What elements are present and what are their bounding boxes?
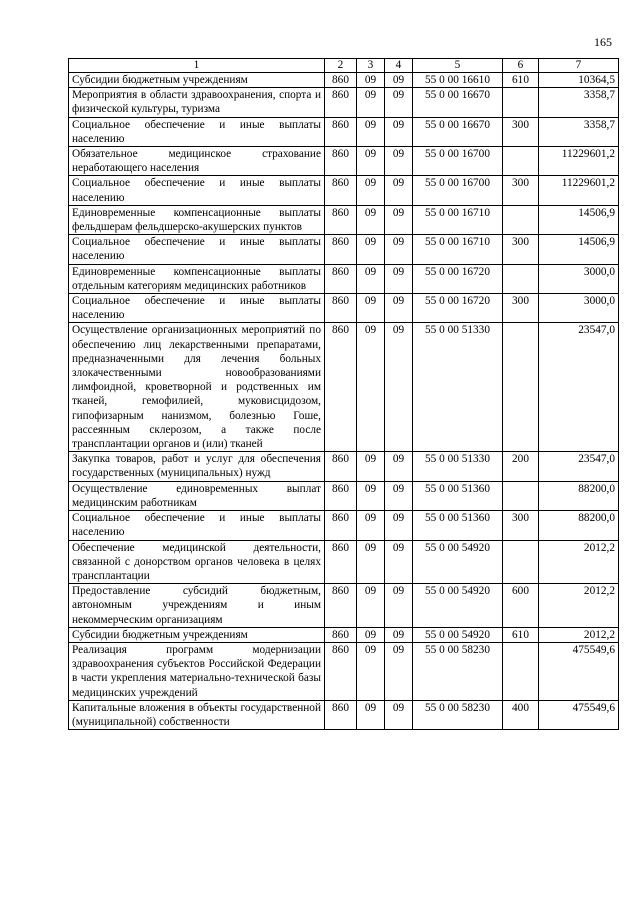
section-code-cell: 09 <box>357 642 385 700</box>
ministry-code-cell: 860 <box>325 540 357 584</box>
ministry-code-cell: 860 <box>325 584 357 628</box>
subsection-code-cell: 09 <box>385 323 413 452</box>
column-header: 1 <box>69 59 325 73</box>
column-header: 4 <box>385 59 413 73</box>
subsection-code-cell: 09 <box>385 584 413 628</box>
amount-cell: 10364,5 <box>539 73 619 88</box>
column-header: 6 <box>503 59 539 73</box>
target-article-cell: 55 0 00 16710 <box>413 205 503 234</box>
amount-cell: 14506,9 <box>539 235 619 264</box>
expense-type-cell <box>503 323 539 452</box>
amount-cell: 2012,2 <box>539 627 619 642</box>
expense-type-cell <box>503 147 539 176</box>
subsection-code-cell: 09 <box>385 176 413 205</box>
subsection-code-cell: 09 <box>385 540 413 584</box>
amount-cell: 3000,0 <box>539 264 619 293</box>
subsection-code-cell: 09 <box>385 235 413 264</box>
ministry-code-cell: 860 <box>325 481 357 510</box>
expense-type-cell <box>503 88 539 117</box>
row-name-cell: Социальное обеспечение и иные выплаты населению <box>69 235 325 264</box>
amount-cell: 475549,6 <box>539 700 619 729</box>
expense-type-cell: 300 <box>503 117 539 146</box>
subsection-code-cell: 09 <box>385 627 413 642</box>
expense-type-cell: 300 <box>503 176 539 205</box>
row-name-cell: Социальное обеспечение и иные выплаты населению <box>69 511 325 540</box>
expense-type-cell <box>503 205 539 234</box>
ministry-code-cell: 860 <box>325 147 357 176</box>
ministry-code-cell: 860 <box>325 627 357 642</box>
section-code-cell: 09 <box>357 294 385 323</box>
ministry-code-cell: 860 <box>325 452 357 481</box>
row-name-cell: Субсидии бюджетным учреждениям <box>69 73 325 88</box>
subsection-code-cell: 09 <box>385 205 413 234</box>
row-name-cell: Мероприятия в области здравоохранения, спорта и физической культуры, туризма <box>69 88 325 117</box>
section-code-cell: 09 <box>357 264 385 293</box>
table-row <box>69 88 619 117</box>
target-article-cell: 55 0 00 54920 <box>413 627 503 642</box>
ministry-code-cell: 860 <box>325 235 357 264</box>
section-code-cell: 09 <box>357 511 385 540</box>
page-number: 165 <box>594 35 612 49</box>
row-name-cell: Обеспечение медицинской деятельности, связанной с донорством органов человека в целях трансплантации <box>69 540 325 584</box>
subsection-code-cell: 09 <box>385 511 413 540</box>
target-article-cell: 55 0 00 16700 <box>413 147 503 176</box>
subsection-code-cell: 09 <box>385 73 413 88</box>
ministry-code-cell: 860 <box>325 176 357 205</box>
table-row <box>69 205 619 234</box>
row-name-cell: Осуществление единовременных выплат медицинским работникам <box>69 481 325 510</box>
table-row <box>69 294 619 323</box>
column-header: 7 <box>539 59 619 73</box>
expense-type-cell: 300 <box>503 294 539 323</box>
section-code-cell: 09 <box>357 235 385 264</box>
section-code-cell: 09 <box>357 700 385 729</box>
target-article-cell: 55 0 00 58230 <box>413 642 503 700</box>
target-article-cell: 55 0 00 16670 <box>413 88 503 117</box>
table-row <box>69 700 619 729</box>
subsection-code-cell: 09 <box>385 117 413 146</box>
amount-cell: 23547,0 <box>539 452 619 481</box>
amount-cell: 11229601,2 <box>539 147 619 176</box>
ministry-code-cell: 860 <box>325 294 357 323</box>
section-code-cell: 09 <box>357 88 385 117</box>
amount-cell: 11229601,2 <box>539 176 619 205</box>
row-name-cell: Социальное обеспечение и иные выплаты населению <box>69 117 325 146</box>
section-code-cell: 09 <box>357 147 385 176</box>
section-code-cell: 09 <box>357 627 385 642</box>
section-code-cell: 09 <box>357 176 385 205</box>
row-name-cell: Субсидии бюджетным учреждениям <box>69 627 325 642</box>
target-article-cell: 55 0 00 16700 <box>413 176 503 205</box>
section-code-cell: 09 <box>357 481 385 510</box>
ministry-code-cell: 860 <box>325 323 357 452</box>
target-article-cell: 55 0 00 51360 <box>413 481 503 510</box>
expense-type-cell: 300 <box>503 235 539 264</box>
section-code-cell: 09 <box>357 323 385 452</box>
ministry-code-cell: 860 <box>325 88 357 117</box>
row-name-cell: Социальное обеспечение и иные выплаты населению <box>69 294 325 323</box>
row-name-cell: Обязательное медицинское страхование неработающего населения <box>69 147 325 176</box>
table-row <box>69 452 619 481</box>
expense-type-cell <box>503 642 539 700</box>
target-article-cell: 55 0 00 51330 <box>413 323 503 452</box>
amount-cell: 3358,7 <box>539 117 619 146</box>
row-name-cell: Единовременные компенсационные выплаты отдельным категориям медицинских работников <box>69 264 325 293</box>
expense-type-cell: 610 <box>503 73 539 88</box>
table-row <box>69 511 619 540</box>
amount-cell: 2012,2 <box>539 584 619 628</box>
table-row <box>69 642 619 700</box>
amount-cell: 2012,2 <box>539 540 619 584</box>
target-article-cell: 55 0 00 16710 <box>413 235 503 264</box>
target-article-cell: 55 0 00 58230 <box>413 700 503 729</box>
table-row <box>69 627 619 642</box>
table-row <box>69 235 619 264</box>
row-name-cell: Предоставление субсидий бюджетным, автономным учреждениям и иным некоммерческим организациям <box>69 584 325 628</box>
row-name-cell: Социальное обеспечение и иные выплаты населению <box>69 176 325 205</box>
ministry-code-cell: 860 <box>325 117 357 146</box>
ministry-code-cell: 860 <box>325 264 357 293</box>
amount-cell: 3358,7 <box>539 88 619 117</box>
subsection-code-cell: 09 <box>385 147 413 176</box>
column-header: 5 <box>413 59 503 73</box>
row-name-cell: Реализация программ модернизации здравоохранения субъектов Российской Федерации в части укрепления материально-технической базы медицинских учреждений <box>69 642 325 700</box>
table-row <box>69 176 619 205</box>
expense-type-cell: 400 <box>503 700 539 729</box>
subsection-code-cell: 09 <box>385 294 413 323</box>
amount-cell: 88200,0 <box>539 511 619 540</box>
section-code-cell: 09 <box>357 584 385 628</box>
amount-cell: 14506,9 <box>539 205 619 234</box>
subsection-code-cell: 09 <box>385 452 413 481</box>
amount-cell: 3000,0 <box>539 294 619 323</box>
table-row <box>69 323 619 452</box>
expense-type-cell: 300 <box>503 511 539 540</box>
section-code-cell: 09 <box>357 540 385 584</box>
ministry-code-cell: 860 <box>325 700 357 729</box>
table-row <box>69 264 619 293</box>
target-article-cell: 55 0 00 16610 <box>413 73 503 88</box>
section-code-cell: 09 <box>357 452 385 481</box>
table-row <box>69 584 619 628</box>
row-name-cell: Осуществление организационных мероприятий по обеспечению лиц лекарственными препаратами, предназначенными для лечения больных злокачественными новообразованиями лимфоидной, кроветворной и родственных им тканей, гемофилией, муковисцидозом, гипофизарным нанизмом, болезнью Гоше, рассеянным склерозом, а также после трансплантации органов и (или) тканей <box>69 323 325 452</box>
amount-cell: 88200,0 <box>539 481 619 510</box>
expense-type-cell <box>503 264 539 293</box>
expense-type-cell: 600 <box>503 584 539 628</box>
target-article-cell: 55 0 00 51330 <box>413 452 503 481</box>
target-article-cell: 55 0 00 54920 <box>413 540 503 584</box>
subsection-code-cell: 09 <box>385 88 413 117</box>
row-name-cell: Закупка товаров, работ и услуг для обеспечения государственных (муниципальных) нужд <box>69 452 325 481</box>
section-code-cell: 09 <box>357 117 385 146</box>
row-name-cell: Капитальные вложения в объекты государственной (муниципальной) собственности <box>69 700 325 729</box>
expense-type-cell: 610 <box>503 627 539 642</box>
budget-table <box>68 58 619 730</box>
subsection-code-cell: 09 <box>385 481 413 510</box>
target-article-cell: 55 0 00 16720 <box>413 264 503 293</box>
subsection-code-cell: 09 <box>385 264 413 293</box>
expense-type-cell <box>503 481 539 510</box>
target-article-cell: 55 0 00 16720 <box>413 294 503 323</box>
amount-cell: 23547,0 <box>539 323 619 452</box>
expense-type-cell: 200 <box>503 452 539 481</box>
column-header: 2 <box>325 59 357 73</box>
section-code-cell: 09 <box>357 205 385 234</box>
table-row <box>69 147 619 176</box>
target-article-cell: 55 0 00 54920 <box>413 584 503 628</box>
ministry-code-cell: 860 <box>325 511 357 540</box>
row-name-cell: Единовременные компенсационные выплаты фельдшерам фельдшерско-акушерских пунктов <box>69 205 325 234</box>
subsection-code-cell: 09 <box>385 700 413 729</box>
expense-type-cell <box>503 540 539 584</box>
target-article-cell: 55 0 00 16670 <box>413 117 503 146</box>
table-row <box>69 117 619 146</box>
table-row <box>69 540 619 584</box>
ministry-code-cell: 860 <box>325 73 357 88</box>
ministry-code-cell: 860 <box>325 205 357 234</box>
subsection-code-cell: 09 <box>385 642 413 700</box>
table-row <box>69 481 619 510</box>
table-row <box>69 73 619 88</box>
section-code-cell: 09 <box>357 73 385 88</box>
column-header: 3 <box>357 59 385 73</box>
ministry-code-cell: 860 <box>325 642 357 700</box>
target-article-cell: 55 0 00 51360 <box>413 511 503 540</box>
amount-cell: 475549,6 <box>539 642 619 700</box>
table-header-row <box>69 59 619 73</box>
